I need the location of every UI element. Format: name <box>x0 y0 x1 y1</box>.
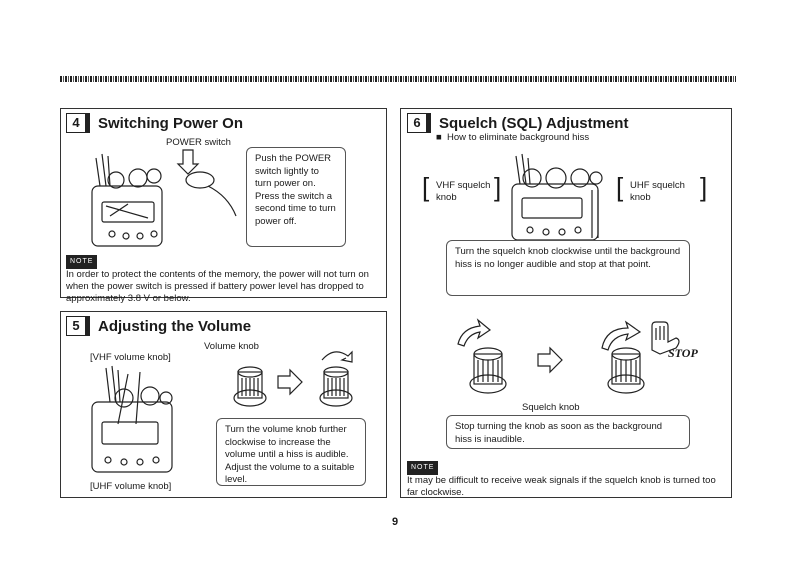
note-text: It may be difficult to receive weak signals if the squelch knob is turned too far clockwise. <box>407 475 716 498</box>
top-divider <box>60 76 736 82</box>
power-switch-label: POWER switch <box>166 137 231 148</box>
volume-knob-label: Volume knob <box>204 341 259 352</box>
section-title: Switching Power On <box>98 114 244 132</box>
section-number: 4 <box>66 113 90 133</box>
volume-callout: Turn the volume knob further clockwise to increase the volume until a hiss is audible. Adjust the volume to a suitable level. <box>216 418 366 486</box>
squelch-callout-1: Turn the squelch knob clockwise until the background hiss is no longer audible and stop at that point. <box>446 240 690 296</box>
section-title: Squelch (SQL) Adjustment <box>439 114 629 132</box>
section-number: 6 <box>407 113 431 133</box>
note-badge: NOTE <box>407 461 438 475</box>
section-4-header <box>66 113 243 133</box>
section-number: 5 <box>66 316 90 336</box>
note-block-6 <box>407 461 725 499</box>
note-block-4 <box>66 255 381 305</box>
radio-illustration-power <box>88 146 238 246</box>
section-title: Adjusting the Volume <box>98 317 252 335</box>
squelch-knob-label: Squelch knob <box>522 402 580 413</box>
radio-illustration-volume <box>88 364 198 479</box>
uhf-volume-label: [UHF volume knob] <box>90 481 172 492</box>
vhf-volume-label: [VHF volume knob] <box>90 352 171 363</box>
note-badge: NOTE <box>66 255 97 269</box>
stop-text: STOP <box>668 346 698 360</box>
section-6-header <box>407 113 628 133</box>
knob-sequence-volume <box>230 346 360 410</box>
section-6-subtitle <box>436 132 589 144</box>
squelch-callout-2: Stop turning the knob as soon as the background hiss is inaudible. <box>446 415 690 449</box>
radio-illustration-squelch <box>508 150 608 240</box>
power-callout: Push the POWER switch lightly to turn power on. Press the switch a second time to turn power off. <box>246 147 346 247</box>
page-number: 9 <box>392 516 399 528</box>
note-text: In order to protect the contents of the memory, the power will not turn on when the power switch is pressed if battery power level has dropped to approximately 3.8 V or below. <box>66 269 369 304</box>
bullet-square-icon: ■ <box>436 132 442 143</box>
section-5-header <box>66 316 251 336</box>
subtitle-text: How to eliminate background hiss <box>447 132 590 143</box>
